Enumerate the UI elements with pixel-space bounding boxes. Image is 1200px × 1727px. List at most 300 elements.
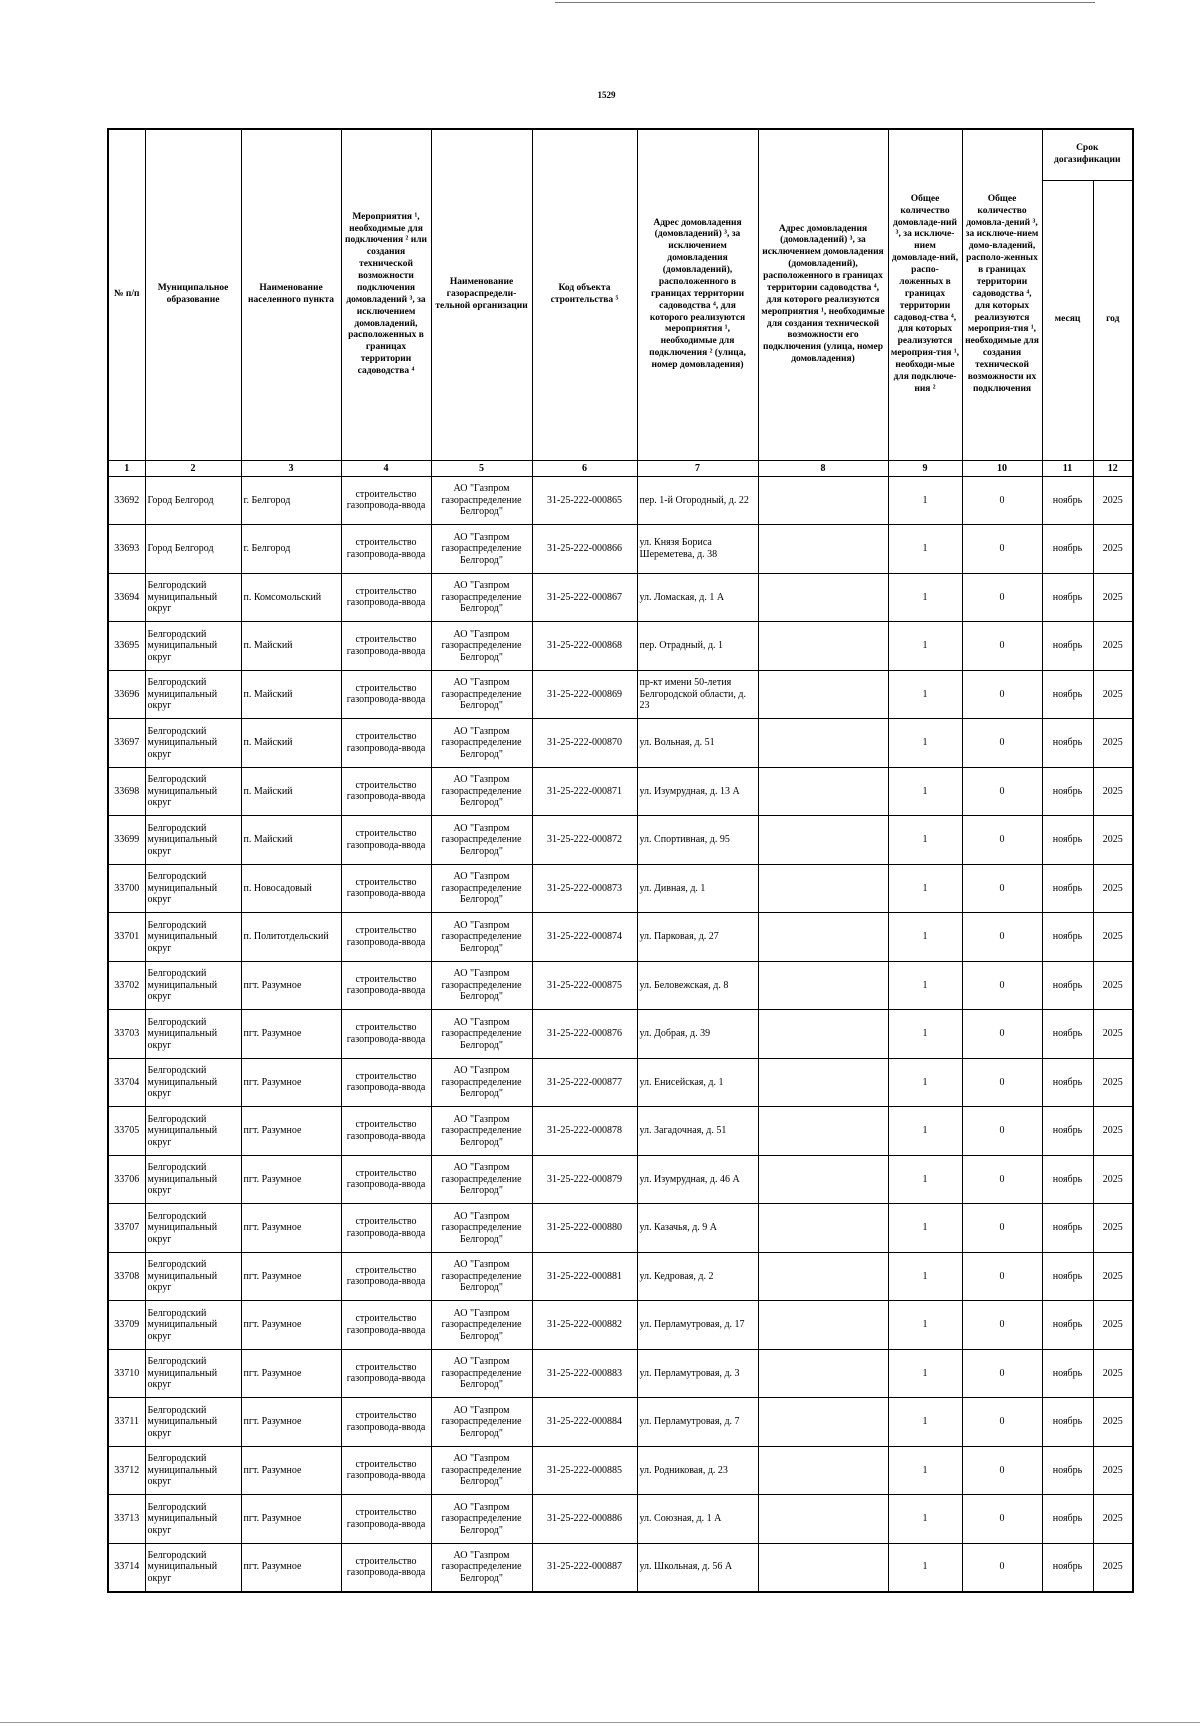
cell-count-capacity: 0 <box>962 913 1042 962</box>
cell-year: 2025 <box>1093 1301 1133 1350</box>
cell-year: 2025 <box>1093 1204 1133 1253</box>
cell-settlement: пгт. Разумное <box>241 1058 341 1107</box>
table-row <box>108 525 1133 574</box>
cell-organization: АО "Газпром газораспределение Белгород" <box>431 719 532 768</box>
cell-month: ноябрь <box>1042 913 1093 962</box>
cell-count-capacity: 0 <box>962 1058 1042 1107</box>
cell-municipality: Белгородский муниципальный округ <box>145 1398 241 1447</box>
cell-settlement: п. Новосадовый <box>241 864 341 913</box>
cell-count-connection: 1 <box>888 573 962 622</box>
cell-municipality: Белгородский муниципальный округ <box>145 1010 241 1059</box>
column-number: 9 <box>888 460 962 476</box>
cell-object-code: 31-25-222-000873 <box>532 864 637 913</box>
cell-address-connection: ул. Перламутровая, д. 7 <box>637 1398 758 1447</box>
cell-number: 33704 <box>108 1058 145 1107</box>
table-row <box>108 864 1133 913</box>
cell-organization: АО "Газпром газораспределение Белгород" <box>431 1252 532 1301</box>
col-header-address-capacity: Адрес домовладения (домовладений) ³, за исключением домовладения (домовладений), расположенного в границах территории садоводства ⁴, для которого реализуются мероприятия ¹, необходимые для создания технической возможности его подключения (улица, номер домовладения) <box>758 129 888 460</box>
table-row <box>108 913 1133 962</box>
cell-settlement: пгт. Разумное <box>241 1495 341 1544</box>
table-row <box>108 573 1133 622</box>
cell-object-code: 31-25-222-000877 <box>532 1058 637 1107</box>
cell-month: ноябрь <box>1042 1398 1093 1447</box>
cell-organization: АО "Газпром газораспределение Белгород" <box>431 1495 532 1544</box>
cell-count-capacity: 0 <box>962 525 1042 574</box>
cell-municipality: Город Белгород <box>145 476 241 525</box>
column-number: 2 <box>145 460 241 476</box>
cell-year: 2025 <box>1093 816 1133 865</box>
cell-object-code: 31-25-222-000875 <box>532 961 637 1010</box>
cell-organization: АО "Газпром газораспределение Белгород" <box>431 864 532 913</box>
cell-month: ноябрь <box>1042 1301 1093 1350</box>
col-header-settlement: Наименование населенного пункта <box>241 129 341 460</box>
cell-count-connection: 1 <box>888 1155 962 1204</box>
cell-month: ноябрь <box>1042 719 1093 768</box>
cell-count-connection: 1 <box>888 1495 962 1544</box>
cell-count-connection: 1 <box>888 1252 962 1301</box>
cell-measure: строительство газопровода-ввода <box>341 1058 431 1107</box>
cell-count-capacity: 0 <box>962 1155 1042 1204</box>
cell-count-connection: 1 <box>888 670 962 719</box>
cell-object-code: 31-25-222-000887 <box>532 1543 637 1592</box>
cell-organization: АО "Газпром газораспределение Белгород" <box>431 1543 532 1592</box>
cell-measure: строительство газопровода-ввода <box>341 816 431 865</box>
cell-count-connection: 1 <box>888 816 962 865</box>
cell-count-capacity: 0 <box>962 1204 1042 1253</box>
cell-count-connection: 1 <box>888 1301 962 1350</box>
cell-count-connection: 1 <box>888 1446 962 1495</box>
cell-object-code: 31-25-222-000872 <box>532 816 637 865</box>
cell-address-connection: ул. Ломаская, д. 1 А <box>637 573 758 622</box>
cell-address-capacity <box>758 913 888 962</box>
cell-month: ноябрь <box>1042 864 1093 913</box>
cell-year: 2025 <box>1093 864 1133 913</box>
cell-number: 33706 <box>108 1155 145 1204</box>
cell-address-connection: пр-кт имени 50-летия Белгородской области, д. 23 <box>637 670 758 719</box>
col-header-measures: Мероприятия ¹, необходимые для подключения ² или создания технической возможности подключения домовладений ³, за исключением домовладений, расположенных в границах территории садоводства ⁴ <box>341 129 431 460</box>
cell-address-capacity <box>758 864 888 913</box>
cell-settlement: п. Комсомольский <box>241 573 341 622</box>
cell-measure: строительство газопровода-ввода <box>341 719 431 768</box>
cell-year: 2025 <box>1093 1058 1133 1107</box>
cell-measure: строительство газопровода-ввода <box>341 476 431 525</box>
cell-municipality: Белгородский муниципальный округ <box>145 1252 241 1301</box>
cell-settlement: г. Белгород <box>241 525 341 574</box>
cell-year: 2025 <box>1093 1349 1133 1398</box>
cell-address-capacity <box>758 622 888 671</box>
cell-address-connection: ул. Добрая, д. 39 <box>637 1010 758 1059</box>
cell-organization: АО "Газпром газораспределение Белгород" <box>431 1301 532 1350</box>
cell-count-capacity: 0 <box>962 1446 1042 1495</box>
table-row <box>108 1349 1133 1398</box>
cell-year: 2025 <box>1093 476 1133 525</box>
cell-number: 33712 <box>108 1446 145 1495</box>
cell-object-code: 31-25-222-000870 <box>532 719 637 768</box>
cell-object-code: 31-25-222-000878 <box>532 1107 637 1156</box>
cell-address-connection: ул. Изумрудная, д. 46 А <box>637 1155 758 1204</box>
cell-settlement: пгт. Разумное <box>241 1301 341 1350</box>
cell-measure: строительство газопровода-ввода <box>341 1107 431 1156</box>
cell-settlement: пгт. Разумное <box>241 1010 341 1059</box>
cell-address-capacity <box>758 670 888 719</box>
cell-organization: АО "Газпром газораспределение Белгород" <box>431 913 532 962</box>
cell-number: 33708 <box>108 1252 145 1301</box>
cell-address-connection: ул. Вольная, д. 51 <box>637 719 758 768</box>
cell-address-capacity <box>758 1398 888 1447</box>
cell-address-connection: ул. Перламутровая, д. 3 <box>637 1349 758 1398</box>
cell-month: ноябрь <box>1042 573 1093 622</box>
cell-month: ноябрь <box>1042 670 1093 719</box>
cell-count-capacity: 0 <box>962 1107 1042 1156</box>
col-header-count-capacity: Общее количество домовла-дений ³, за исключе-нием домо-владений, располо-женных в границах территории садоводства ⁴, для которых реализуются мероприя-тия ¹, необходимые для создания технической возможности их подключения <box>962 129 1042 460</box>
cell-measure: строительство газопровода-ввода <box>341 1543 431 1592</box>
column-number: 7 <box>637 460 758 476</box>
cell-municipality: Белгородский муниципальный округ <box>145 1301 241 1350</box>
cell-address-capacity <box>758 767 888 816</box>
cell-count-connection: 1 <box>888 913 962 962</box>
col-header-count-connection: Общее количество домовладе-ний ³, за исключе-нием домовладе-ний, распо-ложенных в границах территории садовод-ства ⁴, для которых реализуются мероприя-тия ¹, необходи-мые для подключе-ния ² <box>888 129 962 460</box>
cell-measure: строительство газопровода-ввода <box>341 1155 431 1204</box>
cell-count-capacity: 0 <box>962 670 1042 719</box>
scan-edge-line <box>555 2 1095 3</box>
col-header-object-code: Код объекта строительства ⁵ <box>532 129 637 460</box>
cell-object-code: 31-25-222-000883 <box>532 1349 637 1398</box>
cell-object-code: 31-25-222-000880 <box>532 1204 637 1253</box>
cell-settlement: п. Майский <box>241 622 341 671</box>
cell-address-capacity <box>758 1107 888 1156</box>
column-number: 1 <box>108 460 145 476</box>
cell-address-capacity <box>758 476 888 525</box>
cell-count-connection: 1 <box>888 1204 962 1253</box>
cell-object-code: 31-25-222-000867 <box>532 573 637 622</box>
table-row <box>108 1252 1133 1301</box>
cell-address-connection: пер. 1-й Огородный, д. 22 <box>637 476 758 525</box>
cell-address-capacity <box>758 573 888 622</box>
cell-municipality: Белгородский муниципальный округ <box>145 913 241 962</box>
column-number: 8 <box>758 460 888 476</box>
cell-settlement: пгт. Разумное <box>241 1398 341 1447</box>
gasification-table <box>107 128 1134 1593</box>
cell-month: ноябрь <box>1042 1446 1093 1495</box>
cell-organization: АО "Газпром газораспределение Белгород" <box>431 622 532 671</box>
cell-number: 33698 <box>108 767 145 816</box>
cell-address-connection: ул. Парковая, д. 27 <box>637 913 758 962</box>
cell-organization: АО "Газпром газораспределение Белгород" <box>431 573 532 622</box>
cell-address-capacity <box>758 1252 888 1301</box>
cell-organization: АО "Газпром газораспределение Белгород" <box>431 1107 532 1156</box>
cell-organization: АО "Газпром газораспределение Белгород" <box>431 816 532 865</box>
table-body <box>108 476 1133 1592</box>
cell-count-capacity: 0 <box>962 1301 1042 1350</box>
cell-measure: строительство газопровода-ввода <box>341 1398 431 1447</box>
table-row <box>108 816 1133 865</box>
cell-object-code: 31-25-222-000884 <box>532 1398 637 1447</box>
cell-municipality: Белгородский муниципальный округ <box>145 767 241 816</box>
cell-count-capacity: 0 <box>962 961 1042 1010</box>
cell-object-code: 31-25-222-000871 <box>532 767 637 816</box>
column-number-row <box>108 460 1133 476</box>
cell-object-code: 31-25-222-000876 <box>532 1010 637 1059</box>
cell-organization: АО "Газпром газораспределение Белгород" <box>431 1349 532 1398</box>
table-row <box>108 1010 1133 1059</box>
cell-year: 2025 <box>1093 1543 1133 1592</box>
cell-count-capacity: 0 <box>962 1349 1042 1398</box>
table-row <box>108 1446 1133 1495</box>
cell-count-connection: 1 <box>888 1107 962 1156</box>
col-header-month: месяц <box>1042 180 1093 460</box>
cell-count-connection: 1 <box>888 961 962 1010</box>
cell-month: ноябрь <box>1042 1543 1093 1592</box>
cell-number: 33707 <box>108 1204 145 1253</box>
cell-measure: строительство газопровода-ввода <box>341 622 431 671</box>
cell-object-code: 31-25-222-000881 <box>532 1252 637 1301</box>
cell-measure: строительство газопровода-ввода <box>341 1495 431 1544</box>
cell-address-capacity <box>758 1446 888 1495</box>
table-header <box>108 129 1133 476</box>
cell-measure: строительство газопровода-ввода <box>341 670 431 719</box>
cell-address-connection: ул. Кедровая, д. 2 <box>637 1252 758 1301</box>
table-row <box>108 1301 1133 1350</box>
table-row <box>108 1543 1133 1592</box>
column-number: 11 <box>1042 460 1093 476</box>
cell-year: 2025 <box>1093 767 1133 816</box>
cell-number: 33713 <box>108 1495 145 1544</box>
cell-object-code: 31-25-222-000865 <box>532 476 637 525</box>
cell-organization: АО "Газпром газораспределение Белгород" <box>431 767 532 816</box>
cell-object-code: 31-25-222-000886 <box>532 1495 637 1544</box>
cell-number: 33702 <box>108 961 145 1010</box>
col-header-municipality: Муниципальное образование <box>145 129 241 460</box>
cell-settlement: пгт. Разумное <box>241 1543 341 1592</box>
cell-month: ноябрь <box>1042 622 1093 671</box>
cell-organization: АО "Газпром газораспределение Белгород" <box>431 670 532 719</box>
cell-municipality: Белгородский муниципальный округ <box>145 1058 241 1107</box>
cell-organization: АО "Газпром газораспределение Белгород" <box>431 1010 532 1059</box>
column-number: 3 <box>241 460 341 476</box>
cell-address-connection: ул. Спортивная, д. 95 <box>637 816 758 865</box>
cell-address-capacity <box>758 1301 888 1350</box>
cell-month: ноябрь <box>1042 1058 1093 1107</box>
cell-year: 2025 <box>1093 622 1133 671</box>
cell-address-connection: ул. Перламутровая, д. 17 <box>637 1301 758 1350</box>
cell-object-code: 31-25-222-000879 <box>532 1155 637 1204</box>
table-row <box>108 1155 1133 1204</box>
cell-count-capacity: 0 <box>962 622 1042 671</box>
table-row <box>108 767 1133 816</box>
cell-count-connection: 1 <box>888 622 962 671</box>
cell-settlement: пгт. Разумное <box>241 1155 341 1204</box>
cell-municipality: Белгородский муниципальный округ <box>145 622 241 671</box>
cell-year: 2025 <box>1093 670 1133 719</box>
cell-count-capacity: 0 <box>962 476 1042 525</box>
cell-number: 33697 <box>108 719 145 768</box>
cell-municipality: Белгородский муниципальный округ <box>145 1495 241 1544</box>
cell-month: ноябрь <box>1042 1349 1093 1398</box>
cell-year: 2025 <box>1093 1398 1133 1447</box>
cell-settlement: п. Майский <box>241 767 341 816</box>
table-row <box>108 1107 1133 1156</box>
cell-count-capacity: 0 <box>962 767 1042 816</box>
cell-municipality: Белгородский муниципальный округ <box>145 1204 241 1253</box>
column-number: 4 <box>341 460 431 476</box>
cell-year: 2025 <box>1093 1010 1133 1059</box>
cell-measure: строительство газопровода-ввода <box>341 1252 431 1301</box>
cell-address-connection: пер. Отрадный, д. 1 <box>637 622 758 671</box>
cell-year: 2025 <box>1093 1107 1133 1156</box>
cell-address-connection: ул. Князя Бориса Шереметева, д. 38 <box>637 525 758 574</box>
cell-object-code: 31-25-222-000868 <box>532 622 637 671</box>
cell-organization: АО "Газпром газораспределение Белгород" <box>431 525 532 574</box>
cell-address-connection: ул. Школьная, д. 56 А <box>637 1543 758 1592</box>
cell-number: 33695 <box>108 622 145 671</box>
cell-address-connection: ул. Союзная, д. 1 А <box>637 1495 758 1544</box>
column-number: 6 <box>532 460 637 476</box>
cell-address-connection: ул. Изумрудная, д. 13 А <box>637 767 758 816</box>
cell-number: 33711 <box>108 1398 145 1447</box>
cell-address-capacity <box>758 1204 888 1253</box>
cell-number: 33705 <box>108 1107 145 1156</box>
cell-count-capacity: 0 <box>962 1398 1042 1447</box>
cell-organization: АО "Газпром газораспределение Белгород" <box>431 1155 532 1204</box>
cell-month: ноябрь <box>1042 476 1093 525</box>
cell-measure: строительство газопровода-ввода <box>341 1446 431 1495</box>
col-header-deadline: Срок догазификации <box>1042 129 1133 180</box>
cell-count-connection: 1 <box>888 1058 962 1107</box>
cell-settlement: п. Майский <box>241 719 341 768</box>
cell-address-capacity <box>758 719 888 768</box>
cell-address-connection: ул. Дивная, д. 1 <box>637 864 758 913</box>
cell-number: 33692 <box>108 476 145 525</box>
cell-number: 33709 <box>108 1301 145 1350</box>
col-header-address-connection: Адрес домовладения (домовладений) ³, за исключением домовладения (домовладений), расположенного в границах территории садоводства ⁴, для которого реализуются мероприятия ¹, необходимые для подключения ² (улица, номер домовладения) <box>637 129 758 460</box>
cell-settlement: п. Майский <box>241 670 341 719</box>
table-row <box>108 961 1133 1010</box>
cell-municipality: Белгородский муниципальный округ <box>145 1107 241 1156</box>
cell-month: ноябрь <box>1042 1155 1093 1204</box>
table-row <box>108 670 1133 719</box>
cell-month: ноябрь <box>1042 1495 1093 1544</box>
cell-municipality: Белгородский муниципальный округ <box>145 961 241 1010</box>
cell-organization: АО "Газпром газораспределение Белгород" <box>431 1398 532 1447</box>
cell-object-code: 31-25-222-000882 <box>532 1301 637 1350</box>
cell-settlement: пгт. Разумное <box>241 1349 341 1398</box>
cell-count-capacity: 0 <box>962 573 1042 622</box>
cell-year: 2025 <box>1093 1252 1133 1301</box>
cell-count-capacity: 0 <box>962 864 1042 913</box>
cell-count-connection: 1 <box>888 864 962 913</box>
cell-municipality: Белгородский муниципальный округ <box>145 864 241 913</box>
cell-number: 33696 <box>108 670 145 719</box>
cell-measure: строительство газопровода-ввода <box>341 1301 431 1350</box>
column-number: 10 <box>962 460 1042 476</box>
cell-object-code: 31-25-222-000866 <box>532 525 637 574</box>
cell-count-capacity: 0 <box>962 719 1042 768</box>
cell-municipality: Белгородский муниципальный округ <box>145 1349 241 1398</box>
cell-address-capacity <box>758 816 888 865</box>
cell-year: 2025 <box>1093 1495 1133 1544</box>
cell-municipality: Белгородский муниципальный округ <box>145 1543 241 1592</box>
cell-year: 2025 <box>1093 913 1133 962</box>
cell-month: ноябрь <box>1042 1204 1093 1253</box>
cell-count-capacity: 0 <box>962 1252 1042 1301</box>
cell-measure: строительство газопровода-ввода <box>341 1349 431 1398</box>
cell-year: 2025 <box>1093 961 1133 1010</box>
column-number: 5 <box>431 460 532 476</box>
cell-measure: строительство газопровода-ввода <box>341 961 431 1010</box>
col-header-organization: Наименование газораспредели-тельной организации <box>431 129 532 460</box>
cell-municipality: Белгородский муниципальный округ <box>145 1446 241 1495</box>
cell-count-connection: 1 <box>888 525 962 574</box>
cell-measure: строительство газопровода-ввода <box>341 525 431 574</box>
cell-settlement: пгт. Разумное <box>241 1204 341 1253</box>
cell-address-connection: ул. Загадочная, д. 51 <box>637 1107 758 1156</box>
cell-year: 2025 <box>1093 1446 1133 1495</box>
cell-year: 2025 <box>1093 719 1133 768</box>
cell-measure: строительство газопровода-ввода <box>341 767 431 816</box>
cell-municipality: Город Белгород <box>145 525 241 574</box>
cell-measure: строительство газопровода-ввода <box>341 913 431 962</box>
cell-month: ноябрь <box>1042 1010 1093 1059</box>
cell-count-capacity: 0 <box>962 816 1042 865</box>
cell-count-connection: 1 <box>888 1349 962 1398</box>
cell-address-capacity <box>758 1058 888 1107</box>
cell-organization: АО "Газпром газораспределение Белгород" <box>431 1446 532 1495</box>
cell-measure: строительство газопровода-ввода <box>341 573 431 622</box>
cell-object-code: 31-25-222-000874 <box>532 913 637 962</box>
cell-year: 2025 <box>1093 1155 1133 1204</box>
cell-month: ноябрь <box>1042 1252 1093 1301</box>
cell-month: ноябрь <box>1042 525 1093 574</box>
cell-count-capacity: 0 <box>962 1010 1042 1059</box>
cell-organization: АО "Газпром газораспределение Белгород" <box>431 476 532 525</box>
cell-address-capacity <box>758 961 888 1010</box>
column-number: 12 <box>1093 460 1133 476</box>
col-header-year: год <box>1093 180 1133 460</box>
cell-number: 33699 <box>108 816 145 865</box>
cell-address-capacity <box>758 1010 888 1059</box>
table-row <box>108 719 1133 768</box>
cell-municipality: Белгородский муниципальный округ <box>145 1155 241 1204</box>
cell-year: 2025 <box>1093 525 1133 574</box>
col-header-num: № п/п <box>108 129 145 460</box>
cell-settlement: г. Белгород <box>241 476 341 525</box>
cell-measure: строительство газопровода-ввода <box>341 1010 431 1059</box>
cell-address-capacity <box>758 1495 888 1544</box>
table-row <box>108 1204 1133 1253</box>
cell-municipality: Белгородский муниципальный округ <box>145 816 241 865</box>
cell-municipality: Белгородский муниципальный округ <box>145 670 241 719</box>
cell-month: ноябрь <box>1042 816 1093 865</box>
cell-number: 33710 <box>108 1349 145 1398</box>
cell-year: 2025 <box>1093 573 1133 622</box>
table-row <box>108 476 1133 525</box>
cell-organization: АО "Газпром газораспределение Белгород" <box>431 961 532 1010</box>
cell-object-code: 31-25-222-000869 <box>532 670 637 719</box>
cell-address-capacity <box>758 1349 888 1398</box>
cell-number: 33714 <box>108 1543 145 1592</box>
cell-organization: АО "Газпром газораспределение Белгород" <box>431 1058 532 1107</box>
cell-settlement: пгт. Разумное <box>241 961 341 1010</box>
cell-settlement: п. Политотдельский <box>241 913 341 962</box>
cell-count-connection: 1 <box>888 1543 962 1592</box>
cell-address-connection: ул. Родниковая, д. 23 <box>637 1446 758 1495</box>
cell-number: 33694 <box>108 573 145 622</box>
table-row <box>108 622 1133 671</box>
cell-object-code: 31-25-222-000885 <box>532 1446 637 1495</box>
cell-count-connection: 1 <box>888 1010 962 1059</box>
table-row <box>108 1398 1133 1447</box>
cell-municipality: Белгородский муниципальный округ <box>145 719 241 768</box>
